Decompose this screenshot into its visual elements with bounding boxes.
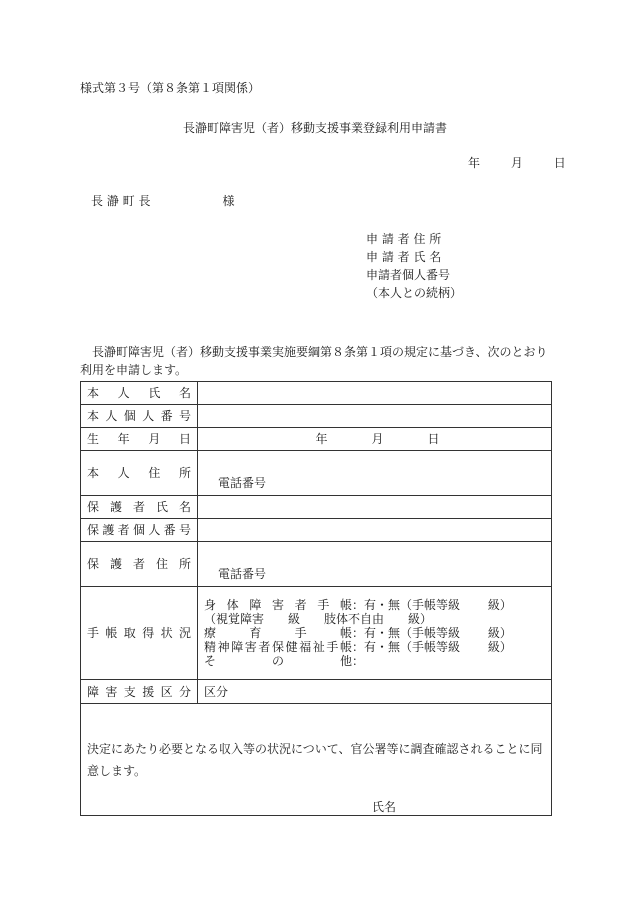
date-line bbox=[468, 156, 566, 170]
handbook-other: その他： bbox=[204, 654, 365, 668]
person-address-field[interactable] bbox=[198, 451, 552, 496]
person-name-label: 本人氏名 bbox=[81, 382, 198, 405]
guardian-address-field[interactable] bbox=[198, 542, 552, 587]
guardian-number-field[interactable] bbox=[198, 519, 552, 542]
support-category-field[interactable]: 区分 bbox=[198, 680, 552, 704]
application-table bbox=[80, 381, 552, 816]
birth-day: 日 bbox=[427, 432, 440, 446]
date-day: 日 bbox=[553, 156, 566, 170]
person-name-field[interactable] bbox=[198, 382, 552, 405]
handbook-status-field[interactable] bbox=[198, 587, 552, 680]
handbook-physical: 身体障害者手帳：有・無（手帳等級 級） bbox=[204, 598, 512, 612]
handbook-mental: 精神障害者保健福祉手帳：有・無（手帳等級 級） bbox=[204, 640, 512, 654]
person-number-field[interactable] bbox=[198, 405, 552, 428]
guardian-phone-label: 電話番号 bbox=[218, 567, 267, 581]
addressee-name: 長 瀞 町 長 bbox=[91, 194, 151, 208]
applicant-number-label: 申請者個人番号 bbox=[366, 268, 451, 282]
document-title: 長瀞町障害児（者）移動支援事業登録利用申請書 bbox=[182, 121, 447, 135]
intro-text: 長瀞町障害児（者）移動支援事業実施要綱第８条第１項の規定に基づき、次のとおり利用を申請します。 bbox=[80, 345, 548, 377]
addressee bbox=[91, 194, 234, 208]
birthdate-field[interactable] bbox=[198, 428, 552, 451]
person-address-label: 本人住所 bbox=[81, 451, 198, 496]
applicant-block bbox=[366, 230, 462, 302]
birth-year: 年 bbox=[315, 432, 328, 446]
addressee-honorific: 様 bbox=[222, 194, 235, 208]
guardian-name-field[interactable] bbox=[198, 496, 552, 519]
applicant-address-label: 申 請 者 住 所 bbox=[366, 232, 442, 246]
handbook-physical-sub: （視覚障害 級 肢体不自由 級） bbox=[204, 612, 433, 626]
handbook-status-label: 手帳取得状況 bbox=[81, 587, 198, 680]
birth-month: 月 bbox=[371, 432, 384, 446]
signature-label: 氏名 bbox=[372, 800, 397, 814]
support-category-label: 障害支援区分 bbox=[81, 680, 198, 704]
consent-text: 決定にあたり必要となる収入等の状況について、官公署等に調査確認されることに同意します。 bbox=[87, 741, 543, 778]
handbook-rehab: 療育手帳：有・無（手帳等級 級） bbox=[204, 626, 512, 640]
applicant-name-label: 申 請 者 氏 名 bbox=[366, 250, 442, 264]
date-month: 月 bbox=[510, 156, 523, 170]
guardian-name-label: 保護者氏名 bbox=[81, 496, 198, 519]
person-phone-label: 電話番号 bbox=[218, 476, 267, 490]
birthdate-label: 生年月日 bbox=[81, 428, 198, 451]
guardian-address-label: 保護者住所 bbox=[81, 542, 198, 587]
consent-section bbox=[81, 704, 552, 816]
form-number: 様式第３号（第８条第１項関係） bbox=[80, 81, 261, 95]
applicant-relation-label: （本人との続柄） bbox=[366, 286, 463, 300]
guardian-number-label: 保護者個人番号 bbox=[81, 519, 198, 542]
date-year: 年 bbox=[468, 156, 481, 170]
person-number-label: 本人個人番号 bbox=[81, 405, 198, 428]
